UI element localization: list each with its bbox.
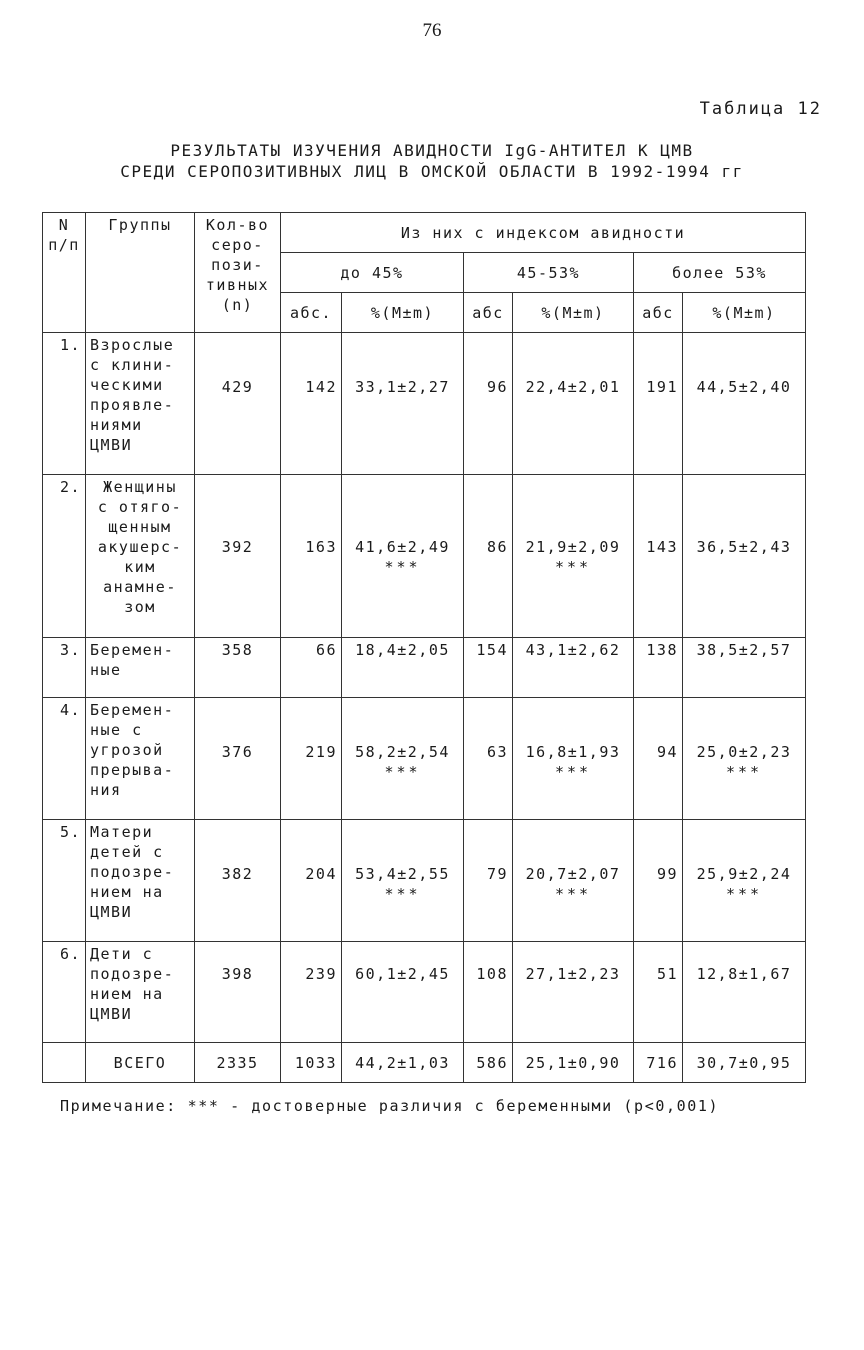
row-pct-2	[513, 942, 634, 1043]
row-pct-3	[683, 820, 806, 942]
significance-mark: ***	[384, 885, 421, 903]
row-num: 2.	[43, 475, 86, 638]
row-pct-3	[683, 475, 806, 638]
row-pct-1	[342, 698, 464, 820]
row-num: 4.	[43, 698, 86, 820]
header-count	[195, 213, 281, 333]
header-pct-2: %(M±m)	[513, 293, 634, 333]
header-pct-1: %(M±m)	[342, 293, 464, 333]
row-num: 5.	[43, 820, 86, 942]
row-abs-3: 143	[634, 475, 683, 638]
row-count: 392	[195, 475, 281, 638]
header-abs-2: абс	[464, 293, 513, 333]
table-row	[43, 820, 806, 942]
significance-mark: ***	[384, 558, 421, 576]
row-abs-2: 154	[464, 638, 513, 698]
row-num: 3.	[43, 638, 86, 698]
header-group: Группы	[86, 213, 195, 333]
row-pct-3	[683, 638, 806, 698]
total-pct-3: 30,7±0,95	[683, 1043, 806, 1083]
row-pct-1	[342, 820, 464, 942]
row-pct-1	[342, 638, 464, 698]
header-abs-3: абс	[634, 293, 683, 333]
row-count: 382	[195, 820, 281, 942]
pct-value: 25,0±2,23	[696, 743, 792, 761]
page-number: 76	[422, 20, 442, 41]
pct-value: 27,1±2,23	[525, 965, 621, 983]
row-pct-1	[342, 333, 464, 475]
row-abs-1: 142	[281, 333, 342, 475]
significance-mark: ***	[554, 885, 592, 903]
table-row	[43, 475, 806, 638]
title-line-2: СРЕДИ СЕРОПОЗИТИВНЫХ ЛИЦ В ОМСКОЙ ОБЛАСТИ В 1992-1994 гг	[120, 162, 744, 181]
total-pct-2: 25,1±0,90	[513, 1043, 634, 1083]
pct-value: 60,1±2,45	[355, 965, 450, 983]
row-abs-3: 191	[634, 333, 683, 475]
pct-value: 33,1±2,27	[355, 378, 450, 396]
row-group: Женщины с отяго- щенным акушерс- ким анамне- зом	[86, 475, 195, 638]
header-num: N п/п	[43, 213, 86, 333]
row-group: Беремен- ные	[86, 638, 195, 698]
pct-value: 36,5±2,43	[696, 538, 792, 556]
header-range-3: более 53%	[634, 253, 806, 293]
pct-value: 12,8±1,67	[696, 965, 792, 983]
table-title	[0, 140, 864, 182]
row-abs-2: 63	[464, 698, 513, 820]
significance-mark: ***	[725, 763, 763, 781]
row-group: Дети с подозре- нием на ЦМВИ	[86, 942, 195, 1043]
pct-value: 53,4±2,55	[355, 865, 450, 883]
row-abs-1: 163	[281, 475, 342, 638]
row-num: 6.	[43, 942, 86, 1043]
significance-mark: ***	[554, 763, 592, 781]
row-pct-1	[342, 942, 464, 1043]
row-abs-2: 96	[464, 333, 513, 475]
row-count: 376	[195, 698, 281, 820]
total-abs-1: 1033	[281, 1043, 342, 1083]
pct-value: 41,6±2,49	[355, 538, 450, 556]
pct-value: 43,1±2,62	[525, 641, 621, 659]
table-row	[43, 638, 806, 698]
table-row-total	[43, 1043, 806, 1083]
significance-mark: ***	[554, 558, 592, 576]
pct-value: 25,9±2,24	[696, 865, 792, 883]
header-pct-3: %(M±m)	[683, 293, 806, 333]
row-abs-3: 138	[634, 638, 683, 698]
header-range-2: 45-53%	[464, 253, 634, 293]
header-abs-1: абс.	[281, 293, 342, 333]
row-abs-1: 66	[281, 638, 342, 698]
total-abs-2: 586	[464, 1043, 513, 1083]
title-line-1: РЕЗУЛЬТАТЫ ИЗУЧЕНИЯ АВИДНОСТИ IgG-АНТИТЕЛ К ЦМВ	[170, 141, 694, 160]
avidity-table	[42, 212, 806, 1083]
pct-value: 38,5±2,57	[696, 641, 792, 659]
row-abs-1: 204	[281, 820, 342, 942]
pct-value: 18,4±2,05	[355, 641, 450, 659]
row-group: Взрослые с клини- ческими проявле- ниями ЦМВИ	[86, 333, 195, 475]
table-row	[43, 333, 806, 475]
header-count-n: (n)	[221, 296, 254, 314]
pct-value: 16,8±1,93	[525, 743, 621, 761]
table-note: Примечание: *** - достоверные различия с беременными (р<0,001)	[60, 1097, 720, 1115]
row-pct-2	[513, 820, 634, 942]
pct-value: 21,9±2,09	[525, 538, 621, 556]
row-pct-3	[683, 698, 806, 820]
row-num: 1.	[43, 333, 86, 475]
row-abs-3: 51	[634, 942, 683, 1043]
row-group: Беремен- ные с угрозой прерыва- ния	[86, 698, 195, 820]
header-count-label: Кол-во серо-пози-тивных	[205, 216, 270, 294]
pct-value: 22,4±2,01	[525, 378, 621, 396]
table-label: Таблица 12	[699, 99, 822, 119]
row-pct-3	[683, 942, 806, 1043]
row-abs-2: 108	[464, 942, 513, 1043]
pct-value: 58,2±2,54	[355, 743, 450, 761]
row-pct-2	[513, 475, 634, 638]
header-index: Из них с индексом авидности	[281, 213, 806, 253]
row-abs-1: 219	[281, 698, 342, 820]
row-abs-3: 99	[634, 820, 683, 942]
row-abs-2: 86	[464, 475, 513, 638]
row-pct-2	[513, 333, 634, 475]
row-abs-2: 79	[464, 820, 513, 942]
row-count: 398	[195, 942, 281, 1043]
row-count: 358	[195, 638, 281, 698]
row-count: 429	[195, 333, 281, 475]
total-count: 2335	[195, 1043, 281, 1083]
header-range-1: до 45%	[281, 253, 464, 293]
pct-value: 44,5±2,40	[696, 378, 792, 396]
total-label: ВСЕГО	[86, 1043, 195, 1083]
significance-mark: ***	[384, 763, 421, 781]
row-abs-3: 94	[634, 698, 683, 820]
total-abs-3: 716	[634, 1043, 683, 1083]
row-pct-2	[513, 698, 634, 820]
row-group: Матери детей с подозре- нием на ЦМВИ	[86, 820, 195, 942]
pct-value: 20,7±2,07	[525, 865, 621, 883]
row-pct-2	[513, 638, 634, 698]
row-pct-1	[342, 475, 464, 638]
row-abs-1: 239	[281, 942, 342, 1043]
row-pct-3	[683, 333, 806, 475]
table-row	[43, 698, 806, 820]
table-row	[43, 942, 806, 1043]
total-pct-1: 44,2±1,03	[342, 1043, 464, 1083]
significance-mark: ***	[725, 885, 763, 903]
row-num	[43, 1043, 86, 1083]
